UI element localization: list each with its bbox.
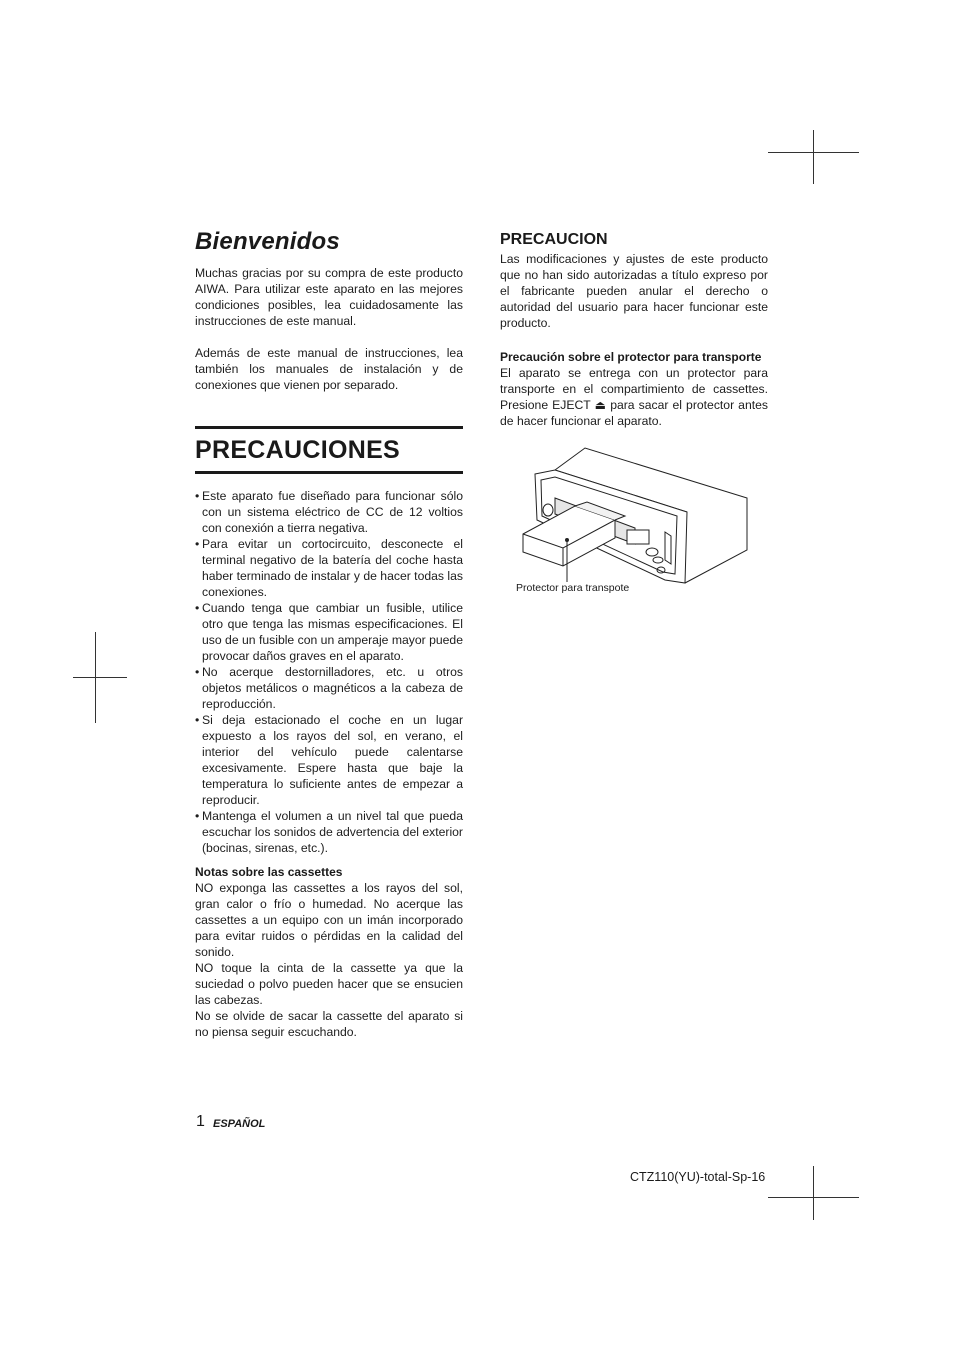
welcome-title: Bienvenidos [195,228,340,255]
cassette-paragraph-1: NO exponga las cassettes a los rayos del sol, gran calor o frío o humedad. No acerque las cassettes a un equipo con un imán incorporado para evitar ruidos o pérdidas en la calidad del sonido. [195,881,463,959]
crop-mark-top-right-v [813,130,814,184]
precautions-title: PRECAUCIONES [195,426,463,474]
caution-title: PRECAUCION [500,231,608,248]
car-stereo-illustration [515,440,755,585]
list-item: • Cuando tenga que cambiar un fusible, utilice otro que tenga las mismas especificaciones. El uso de un fusible con un amperaje mayor puede provocar daños graves en el aparato. [195,601,463,663]
right-column [500,230,768,429]
list-item: • Este aparato fue diseñado para funcionar sólo con un sistema eléctrico de CC de 12 voltios con conexión a tierra negativa. [195,489,463,535]
eject-icon: ⏏ [594,398,607,412]
language-label: ESPAÑOL [213,1118,266,1130]
document-code: CTZ110(YU)-total-Sp-16 [630,1170,766,1184]
precautions-list [195,488,463,856]
welcome-paragraph-2: Además de este manual de instrucciones, lea también los manuales de instalación y de conexiones que vienen por separado. [195,346,463,392]
page-number: 1 [196,1113,205,1130]
crop-mark-left-v [95,632,96,723]
protector-heading: Precaución sobre el protector para transporte [500,350,762,364]
list-item: • Para evitar un cortocircuito, desconecte el terminal negativo de la batería del coche hasta haber terminado de instalar y de hacer todas las conexiones. [195,537,463,599]
crop-mark-left-h [73,677,127,678]
left-column [195,225,463,1040]
leader-dot [566,539,569,542]
display-window [627,530,649,544]
list-item: • No acerque destornilladores, etc. u otros objetos metálicos o magnéticos a la cabeza de reproducción. [195,665,463,711]
caution-paragraph: Las modificaciones y ajustes de este producto que no han sido autorizadas a título expreso por el fabricante pueden anular el derecho o autoridad del usuario para hacer funcionar este producto. [500,252,768,330]
figure-caption: Protector para transpote [516,582,630,594]
cassette-paragraph-3: No se olvide de sacar la cassette del aparato si no piensa seguir escuchando. [195,1009,463,1039]
cassette-paragraph-2: NO toque la cinta de la cassette ya que la suciedad o polvo pueden hacer que se ensucien las cabezas. [195,961,463,1007]
list-item: • Mantenga el volumen a un nivel tal que pueda escuchar los sonidos de advertencia del exterior (bocinas, sirenas, etc.). [195,809,463,855]
list-item: • Si deja estacionado el coche en un lugar expuesto a los rayos del sol, en verano, el interior del vehículo puede calentarse excesivamente. Espere hasta que baje la temperatura lo suficiente antes de empezar a reproducir. [195,713,463,807]
crop-mark-bottom-right-v [813,1166,814,1220]
protector-paragraph: El aparato se entrega con un protector para transporte en el compartimiento de cassettes. Presione EJECT ⏏ para sacar el protector antes de hacer funcionar el aparato. [500,366,769,428]
welcome-paragraph-1: Muchas gracias por su compra de este producto AIWA. Para utilizar este aparato en las mejores condiciones posibles, lea cuidadosamente las instrucciones de este manual. [195,266,463,328]
cassette-notes-heading: Notas sobre las cassettes [195,865,343,879]
